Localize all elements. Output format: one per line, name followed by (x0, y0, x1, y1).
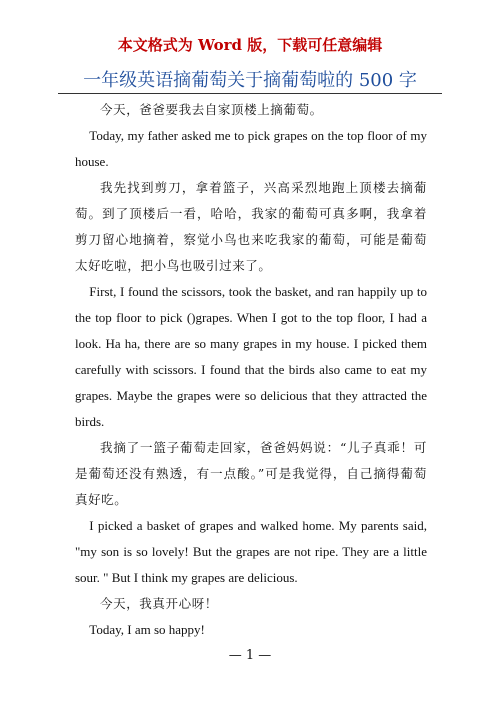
document-body (75, 97, 427, 643)
paragraph-en-1: Today, my father asked me to pick grapes on the top floor of my house. (75, 128, 427, 169)
paragraph-en-2: First, I found the scissors, took the basket, and ran happily up to the top floor to pick ()grapes. When I got to the top floor, I had a look. Ha ha, there are so many grapes in my house. I picked them carefully with scissors. I found that the birds also came to eat my grapes. Maybe the grapes were so delicious that they attracted the birds. (75, 284, 427, 429)
paragraph-zh-3: 我摘了一篮子葡萄走回家，爸爸妈妈说：“儿子真乖！可是葡萄还没有熟透，有一点酸。”可是我觉得，自己摘得葡萄真好吃。 (75, 440, 427, 507)
paragraph-en-3: I picked a basket of grapes and walked home. My parents said, "my son is so lovely! But the grapes are not ripe. They are a little sour. " But I think my grapes are delicious. (75, 518, 427, 585)
paragraph-zh-1: 今天，爸爸要我去自家顶楼上摘葡萄。 (100, 102, 323, 117)
paragraph-en-4: Today, I am so happy! (89, 622, 205, 637)
title-divider (58, 93, 442, 94)
document-title: 一年级英语摘葡萄关于摘葡萄啦的 500 字 (83, 70, 417, 91)
paragraph-zh-4: 今天，我真开心呀！ (100, 596, 218, 611)
paragraph-zh-2: 我先找到剪刀，拿着篮子，兴高采烈地跑上顶楼去摘葡萄。到了顶楼后一看，哈哈，我家的葡萄可真多啊，我拿着剪刀留心地摘着，察觉小鸟也来吃我家的葡萄，可能是葡萄太好吃啦，把小鸟也吸引过来了。 (75, 180, 427, 273)
page-number: — 1 — (228, 648, 272, 663)
download-banner: 本文格式为 Word 版，下载可任意编辑 (117, 36, 383, 54)
